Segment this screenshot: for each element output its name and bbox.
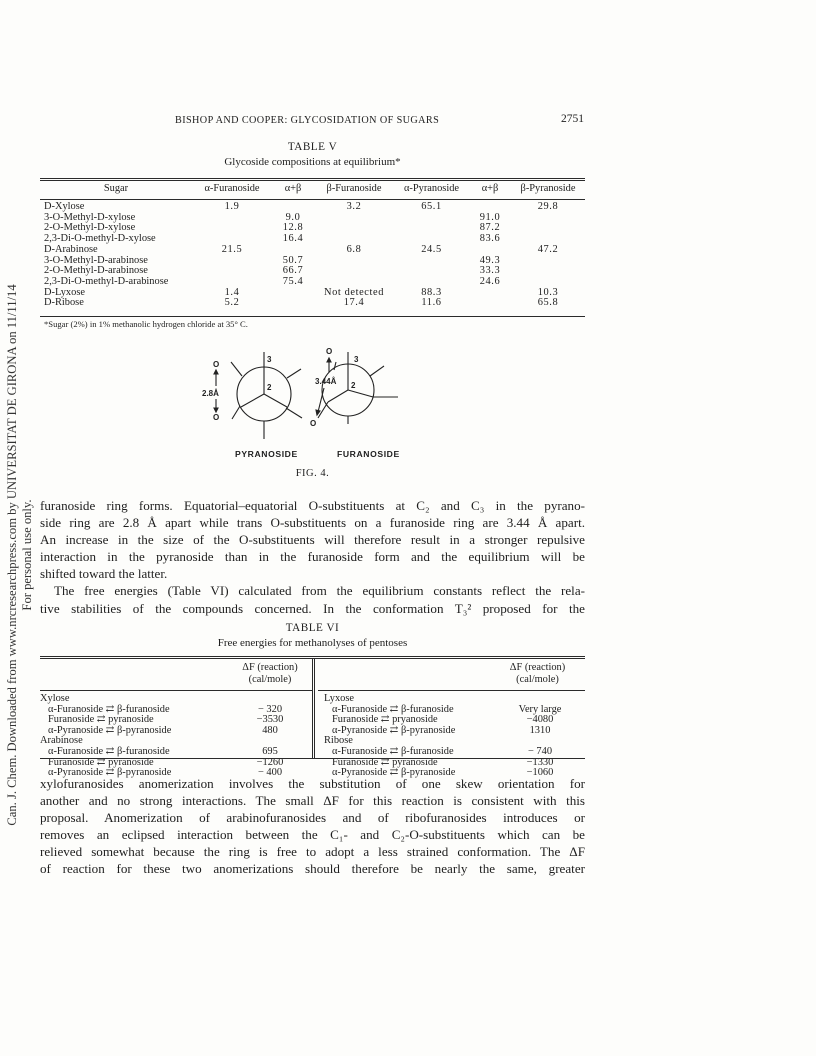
table6-right-col-title: ΔF (reaction): [509, 662, 566, 673]
paragraph-line: xylofuranosides anomerization involves the substitution of one skew orientation for: [40, 776, 585, 791]
body-paragraph-2: [40, 775, 585, 878]
pyr-label-o-top: O: [213, 360, 220, 369]
fur-label-o-top: O: [326, 347, 333, 356]
table5-cell-value: 49.3: [479, 254, 501, 266]
paragraph-line: proposal. Anomerization of arabinofuranosides and of ribofuranosides introduces or: [40, 810, 585, 826]
table5-cell-value: 29.8: [537, 201, 559, 212]
table5-cell-value: [272, 288, 314, 299]
table5-col-a-pyr: α-Pyranoside: [403, 183, 460, 194]
table5-cell-value: 66.7: [282, 265, 304, 277]
table5-cell-value: 21.5: [221, 243, 243, 255]
table6-caption: Free energies for methanolyses of pentoses: [217, 637, 408, 649]
table6-header-rule-right: [318, 690, 585, 691]
fur-label-o-bottom: O: [310, 419, 317, 428]
table6-left-col-unit: (cal/mole): [248, 674, 292, 685]
table5-col-b-fur: β-Furanoside: [326, 183, 382, 194]
pyr-label-3: 3: [267, 355, 272, 364]
table6-right-value: 1310: [529, 724, 551, 736]
body-paragraph-1: [40, 497, 585, 617]
pyr-bond-upper-right: [287, 369, 301, 378]
table6-left-value: 695: [262, 746, 278, 757]
table5-cell-value: 10.3: [537, 286, 559, 298]
table5-cell-value: [314, 213, 394, 224]
table5-cell-value: 1.9: [224, 201, 240, 212]
pyr-arrowhead-down: [214, 408, 218, 412]
pyr-label-2: 2: [267, 383, 272, 392]
table5-cell-value: 6.8: [346, 243, 362, 255]
table5-caption: Glycoside compositions at equilibrium*: [224, 156, 401, 168]
fur-bond-upper-right: [370, 366, 384, 376]
table5-cell-value: 16.4: [282, 233, 304, 245]
label-furanoside: FURANOSIDE: [337, 449, 400, 459]
fur-arrowhead-down: [316, 410, 320, 415]
table6-label: TABLE VI: [285, 622, 340, 634]
table6-left-value: −3530: [256, 714, 284, 726]
table5-cell-value: 65.1: [421, 201, 442, 212]
table5-cell-value: [272, 245, 314, 256]
table5-cell-value: [469, 288, 511, 299]
pyr-bond-upper-left: [231, 362, 242, 376]
table5-cell-value: 83.6: [479, 233, 501, 245]
paragraph-line: another and no strong interactions. The small ΔF for this reaction is consistent with this: [40, 793, 585, 809]
table5-col-sugar: Sugar: [103, 183, 129, 194]
table6-bottom-rule: [40, 758, 585, 759]
fur-label-3: 3: [354, 355, 359, 364]
table5-cell-value: [511, 256, 585, 267]
table5-cell-value: 24.6: [479, 275, 501, 287]
fur-bond-front-left: [328, 390, 348, 402]
table6-left-value: −1260: [256, 756, 284, 768]
paragraph-line: of reaction for these two anomerizations should therefore be nearly the same, greater: [40, 861, 585, 877]
table6-right-label: Furanoside ⇄ pryanoside: [332, 714, 438, 726]
table5-cell-value: 3.2: [346, 201, 362, 212]
page-number: 2751: [561, 113, 584, 125]
table5-label: TABLE V: [287, 141, 338, 153]
download-notice-line2: For personal use only.: [20, 499, 34, 611]
pyr-distance-label: 2.8Å: [202, 389, 219, 398]
table5-col-ab-fur: α+β: [284, 183, 302, 194]
table6-left-value: − 400: [257, 767, 283, 779]
table6-right-value: Very large: [518, 703, 562, 715]
paragraph-line: An increase in the size of the O-substituents will therefore result in a stronger repulsive: [40, 532, 585, 548]
table5-cell-sugar: D-Arabinose: [44, 243, 98, 255]
fur-arrowhead-up: [327, 358, 331, 362]
table6-right-value: −1330: [526, 756, 554, 768]
pyranoside-projection: [214, 352, 302, 439]
table5-cell-value: 24.5: [421, 243, 442, 255]
table6-left-label: Furanoside ⇄ pyranoside: [48, 756, 154, 768]
table5-cell-value: 12.8: [282, 222, 304, 234]
table6-left-label: α-Pyranoside ⇄ β-pyranoside: [48, 724, 172, 736]
table5-footnote: *Sugar (2%) in 1% methanolic hydrogen chloride at 35° C.: [44, 319, 248, 329]
table5-cell-value: [192, 266, 272, 277]
table6-right-value: −1060: [526, 767, 554, 779]
fur-label-2: 2: [351, 381, 356, 390]
pyr-bond-lower-right: [286, 408, 302, 418]
pyr-bond-front-left: [241, 394, 264, 407]
label-pyranoside: PYRANOSIDE: [235, 449, 298, 459]
table5-header-row: [40, 180, 585, 197]
fur-distance-label: 3.44Å: [315, 377, 337, 386]
paragraph-line: interaction in the pyranoside than in the furanoside form and the equilibrium will be: [40, 549, 585, 565]
fur-bond-upper-left: [334, 362, 336, 370]
table5-cell-value: [511, 213, 585, 224]
table5-cell-value: [394, 213, 469, 224]
table5-cell-value: 87.2: [479, 222, 501, 234]
table5-cell-value: [469, 298, 511, 309]
table6-left-label: α-Pyranoside ⇄ β-pyranoside: [48, 767, 172, 779]
table5-col-b-pyr: β-Pyranoside: [520, 183, 576, 194]
table5-cell-value: [272, 298, 314, 309]
table6-right-label: α-Pyranoside ⇄ β-pyranoside: [332, 724, 456, 736]
download-notice-line1: Can. J. Chem. Downloaded from www.nrcresearchpress.com by UNIVERSITAT DE GIRONA on 11/11/14: [5, 284, 19, 826]
table6-left-value: 480: [262, 724, 278, 736]
paragraph-line: tive stabilities of the compounds concerned. In the conformation T₃² proposed for the: [40, 600, 585, 616]
table5-cell-value: 65.8: [537, 297, 559, 309]
table5-cell-sugar: 3-O-Methyl-D-arabinose: [44, 254, 148, 266]
table5-cell-sugar: 2-O-Methyl-D-xylose: [44, 222, 136, 234]
pyr-label-o-bottom: O: [213, 413, 220, 422]
table6-caption-block: [40, 622, 585, 649]
table5-cell-value: 75.4: [282, 275, 304, 287]
table5-bottom-rule: [40, 316, 585, 317]
table6-right-label: Lyxose: [324, 693, 355, 704]
table6-left-col-header: [220, 662, 320, 686]
figure4-caption: FIG. 4.: [295, 468, 330, 479]
table5-cell-value: [192, 213, 272, 224]
table5-cell-value: Not detected: [324, 286, 384, 298]
paragraph-line: shifted toward the latter.: [40, 566, 168, 582]
table6-header-rule-left: [40, 690, 312, 691]
table6-left-value: [230, 694, 310, 705]
table6-right-value: [495, 694, 585, 705]
paragraph-line: removes an eclipsed interaction between the C₁- and C₂-O-substituents which can be: [40, 827, 585, 843]
table5-row: [40, 298, 585, 309]
table5-cell-value: [314, 223, 394, 234]
table5-cell-value: [192, 256, 272, 267]
table5-row: [40, 277, 585, 288]
table5-cell-value: 47.2: [537, 243, 559, 255]
table5-cell-sugar: D-Xylose: [44, 201, 85, 212]
table5-cell-value: 88.3: [421, 286, 442, 298]
table6-right-label: α-Furanoside ⇄ β-furanoside: [332, 703, 454, 715]
fur-bond-front-right: [348, 390, 373, 397]
table6-left-value: − 320: [257, 703, 283, 715]
table6-right-col-header: [490, 662, 585, 686]
table5-caption-block: [40, 141, 585, 168]
table5-cell-value: [314, 256, 394, 267]
pyr-bond-lower-left: [232, 406, 240, 419]
table5-cell-value: 9.0: [285, 211, 301, 223]
table6-left-label: Xylose: [40, 693, 70, 704]
table5-cell-value: [192, 223, 272, 234]
download-notice-sidebar: [4, 235, 36, 875]
table5-cell-sugar: 2-O-Methyl-D-arabinose: [44, 265, 148, 277]
table5-col-a-fur: α-Furanoside: [204, 183, 260, 194]
table5-row: [40, 245, 585, 256]
table6-right-label: Ribose: [324, 735, 353, 747]
table6-right-label: α-Pyranoside ⇄ β-pyranoside: [332, 767, 456, 779]
paragraph-line: relieved somewhat because the ring is free to adopt a less strained conformation. The ΔF: [40, 844, 585, 860]
table5-row: [40, 288, 585, 299]
pyr-bond-front-right: [264, 394, 287, 407]
table6-left-label: Arabinose: [40, 735, 83, 747]
table6-left-label: α-Furanoside ⇄ β-furanoside: [48, 746, 170, 757]
table5-cell-value: [394, 266, 469, 277]
table5-cell-value: [394, 256, 469, 267]
table5-cell-value: [469, 245, 511, 256]
table5-cell-value: 11.6: [421, 297, 442, 309]
fur-distance-arrow-down: [318, 388, 324, 412]
table5-cell-value: 1.4: [224, 286, 240, 298]
table6-right-col-unit: (cal/mole): [516, 674, 559, 685]
paragraph-line: furanoside ring forms. Equatorial–equatorial O-substituents at C₂ and C₃ in the pyrano-: [40, 498, 585, 513]
paragraph-line: side ring are 2.8 Å apart while trans O-substituents on a furanoside ring are 3.44 Å apart.: [40, 515, 585, 531]
table6-right-value: −4080: [526, 714, 554, 726]
table5-cell-sugar: 3-O-Methyl-D-xylose: [44, 211, 136, 223]
paragraph-line: The free energies (Table VI) calculated from the equilibrium constants reflect the rela-: [54, 583, 585, 599]
pyr-arrowhead-up: [214, 370, 218, 374]
table6-right-label: α-Furanoside ⇄ β-furanoside: [332, 746, 454, 757]
table5-cell-value: 5.2: [224, 297, 240, 309]
table5-cell-sugar: D-Lyxose: [44, 286, 85, 298]
table5-header-rule: [40, 199, 585, 200]
table5-cell-value: [314, 266, 394, 277]
table5-cell-value: [511, 266, 585, 277]
table5-cell-sugar: 2,3-Di-O-methyl-D-xylose: [44, 233, 156, 245]
table5-cell-value: 17.4: [343, 297, 365, 309]
figure4-newman-projections: [190, 344, 430, 454]
table5-row: [40, 234, 585, 245]
table5-col-ab-pyr: α+β: [481, 183, 499, 194]
table6-left-label: Furanoside ⇄ pyranoside: [48, 714, 154, 726]
table6-left-col-title: ΔF (reaction): [242, 662, 298, 673]
table5-cell-sugar: 2,3-Di-O-methyl-D-arabinose: [44, 275, 169, 287]
table6-left-label: α-Furanoside ⇄ β-furanoside: [48, 703, 170, 715]
table5-cell-value: 91.0: [479, 211, 501, 223]
running-title: BISHOP AND COOPER: GLYCOSIDATION OF SUGARS: [175, 115, 440, 126]
table5-cell-value: [394, 223, 469, 234]
table5-cell-value: [511, 223, 585, 234]
table6-right-label: Furanoside ⇄ pyranoside: [332, 756, 438, 768]
table5-cell-value: 50.7: [282, 254, 304, 266]
table6-right-value: − 740: [527, 746, 553, 757]
table5-cell-sugar: D-Ribose: [44, 297, 84, 309]
table5-cell-value: 33.3: [479, 265, 501, 277]
